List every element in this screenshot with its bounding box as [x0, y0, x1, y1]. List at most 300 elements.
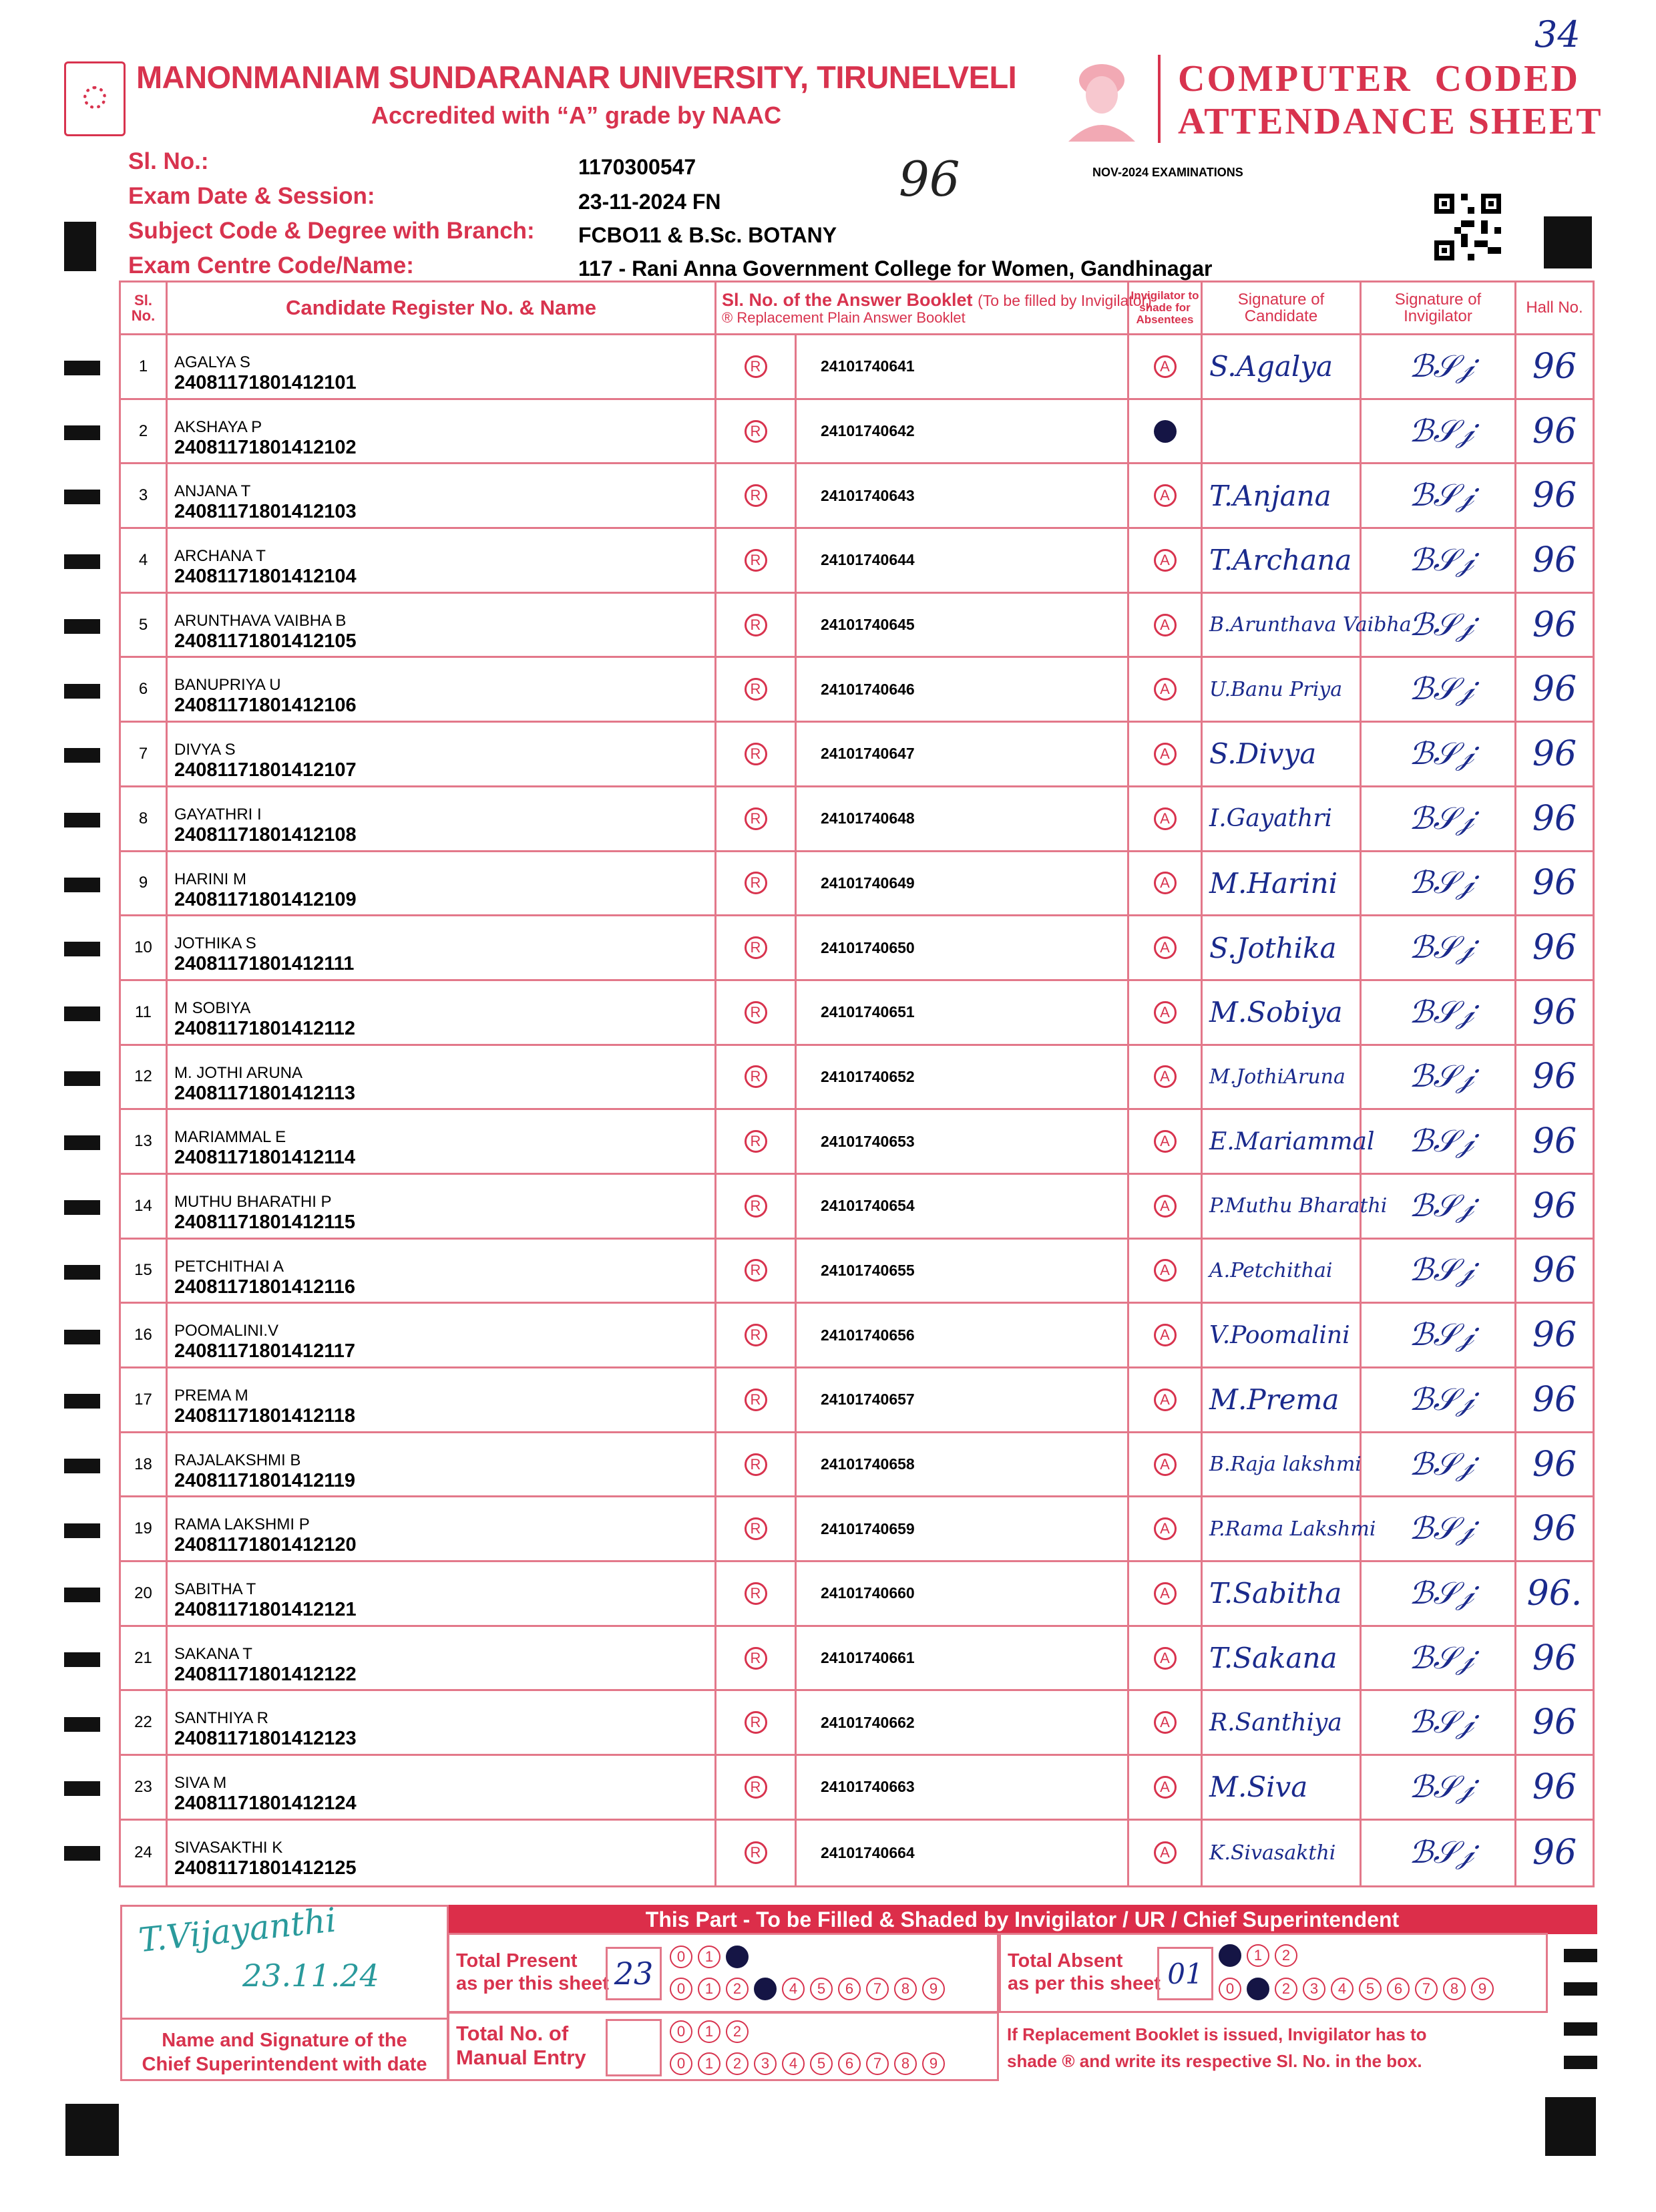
replacement-bubble[interactable]: R [745, 420, 767, 443]
register-number: 24081171801412122 [174, 1663, 357, 1685]
invigilator-signature: ℬ𝒮𝒿 [1362, 916, 1516, 979]
timing-mark [64, 1846, 100, 1861]
chief-date: 23.11.24 [242, 1958, 379, 1994]
replacement-bubble[interactable]: R [745, 1195, 767, 1218]
timing-mark [64, 1588, 100, 1602]
replacement-bubble-cell[interactable] [716, 1433, 797, 1496]
row-sl: 13 [121, 1110, 168, 1173]
candidate-name: MUTHU BHARATHI P [174, 1192, 332, 1211]
replacement-bubble-cell[interactable] [716, 1627, 797, 1690]
invigilator-signature: ℬ𝒮𝒿 [1362, 1497, 1516, 1560]
candidate-signature: P.Rama Lakshmi [1203, 1497, 1362, 1560]
absentee-bubble-cell[interactable] [1129, 1821, 1203, 1885]
absentee-bubble-cell[interactable] [1129, 787, 1203, 850]
invigilator-signature: ℬ𝒮𝒿 [1362, 787, 1516, 850]
absentee-bubble-cell[interactable] [1129, 1240, 1203, 1302]
absentee-bubble-cell[interactable] [1129, 529, 1203, 592]
absentee-bubble-cell[interactable] [1129, 1562, 1203, 1625]
qr-code-icon [1434, 194, 1501, 260]
digit-bubble[interactable] [1247, 1978, 1269, 2000]
candidate-signature: M.Sobiya [1203, 981, 1362, 1044]
absent-tens-bubbles[interactable] [1219, 1944, 1303, 1967]
candidate-signature: M.Prema [1203, 1368, 1362, 1431]
table-row [121, 1110, 1593, 1175]
candidate-name: M. JOTHI ARUNA [174, 1063, 303, 1082]
absentee-bubble[interactable]: A [1154, 484, 1177, 507]
candidate-cell [168, 852, 716, 915]
header-divider [1158, 55, 1161, 143]
present-tens-bubbles[interactable] [670, 1946, 754, 1968]
absentee-bubble[interactable]: A [1154, 1259, 1177, 1282]
candidate-name: MARIAMMAL E [174, 1128, 286, 1147]
timing-mark [64, 1781, 100, 1796]
replacement-bubble[interactable]: R [745, 355, 767, 378]
candidate-cell [168, 1304, 716, 1366]
timing-mark [64, 1265, 100, 1280]
absentee-bubble-cell[interactable] [1129, 916, 1203, 979]
digit-bubble[interactable]: 8 [894, 2052, 917, 2075]
absentee-bubble[interactable]: A [1154, 549, 1177, 572]
replacement-bubble-cell[interactable] [716, 594, 797, 657]
candidate-cell [168, 723, 716, 785]
candidate-name: ARUNTHAVA VAIBHA B [174, 611, 347, 630]
digit-bubble[interactable]: 0 [1219, 1978, 1241, 2000]
hall-number: 96 [1532, 1250, 1577, 1291]
digit-bubble[interactable]: 5 [1359, 1978, 1382, 2000]
row-sl: 20 [121, 1562, 168, 1625]
absentee-bubble[interactable]: A [1154, 743, 1177, 765]
digit-bubble[interactable] [754, 1978, 777, 2000]
answer-booklet-number: 24101740646 [797, 658, 1129, 721]
replacement-bubble-cell[interactable] [716, 335, 797, 398]
digit-bubble[interactable] [726, 1946, 749, 1968]
hall-number: 96 [1532, 992, 1577, 1033]
absentee-bubble-cell[interactable] [1129, 1304, 1203, 1366]
table-row [121, 787, 1593, 852]
digit-bubble[interactable]: 1 [698, 1978, 720, 2000]
answer-booklet-number: 24101740657 [797, 1368, 1129, 1431]
sheet-title: COMPUTER CODED ATTENDANCE SHEET [1178, 58, 1603, 142]
hall-number: 96 [1532, 1315, 1577, 1356]
absentee-bubble[interactable]: A [1154, 936, 1177, 959]
digit-bubble[interactable]: 4 [1331, 1978, 1354, 2000]
digit-bubble[interactable]: 2 [726, 2020, 749, 2043]
candidate-name: M SOBIYA [174, 998, 251, 1017]
invigilator-signature: ℬ𝒮𝒿 [1362, 1627, 1516, 1690]
hall-number: 96 [1532, 540, 1577, 580]
replacement-bubble-cell[interactable] [716, 1046, 797, 1109]
invigilator-signature: ℬ𝒮𝒿 [1362, 723, 1516, 785]
row-sl: 1 [121, 335, 168, 398]
invigilator-signature: ℬ𝒮𝒿 [1362, 1368, 1516, 1431]
timing-mark [1564, 1982, 1597, 1996]
candidate-name: SIVASAKTHI K [174, 1838, 283, 1857]
table-row [121, 594, 1593, 659]
candidate-cell [168, 1240, 716, 1302]
digit-bubble[interactable]: 9 [922, 2052, 945, 2075]
absentee-bubble-filled[interactable] [1154, 420, 1177, 443]
digit-bubble[interactable]: 1 [698, 2020, 720, 2043]
candidate-cell [168, 464, 716, 527]
candidate-name: PREMA M [174, 1387, 248, 1405]
digit-bubble[interactable]: 5 [810, 1978, 833, 2000]
digit-bubble[interactable]: 2 [726, 1978, 749, 2000]
absent-units-bubbles[interactable] [1219, 1978, 1499, 2000]
digit-bubble[interactable]: 7 [866, 2052, 889, 2075]
invigilator-signature: ℬ𝒮𝒿 [1362, 1562, 1516, 1625]
absentee-bubble[interactable]: A [1154, 1517, 1177, 1540]
row-sl: 9 [121, 852, 168, 915]
table-row [121, 335, 1593, 400]
invigilator-signature: ℬ𝒮𝒿 [1362, 1691, 1516, 1754]
answer-booklet-number: 24101740661 [797, 1627, 1129, 1690]
col-sl: Sl. No. [121, 283, 168, 333]
register-number: 24081171801412103 [174, 501, 357, 523]
replacement-bubble-cell[interactable] [716, 852, 797, 915]
replacement-bubble-cell[interactable] [716, 658, 797, 721]
manual-units-bubbles[interactable] [670, 2052, 950, 2075]
absentee-bubble-cell[interactable] [1129, 1691, 1203, 1754]
digit-bubble[interactable]: 3 [1303, 1978, 1325, 2000]
candidate-signature: K.Sivasakthi [1203, 1821, 1362, 1885]
replacement-bubble[interactable]: R [745, 1389, 767, 1411]
digit-bubble[interactable]: 0 [670, 2020, 692, 2043]
replacement-bubble-cell[interactable] [716, 529, 797, 592]
digit-bubble[interactable]: 2 [1275, 1944, 1297, 1967]
replacement-bubble[interactable]: R [745, 1711, 767, 1734]
replacement-bubble-cell[interactable] [716, 1304, 797, 1366]
candidate-cell [168, 1821, 716, 1885]
row-sl: 23 [121, 1756, 168, 1819]
replacement-bubble[interactable]: R [745, 1130, 767, 1153]
answer-booklet-number: 24101740642 [797, 400, 1129, 463]
sl-no-value: 1170300547 [578, 155, 696, 179]
invigilator-signature: ℬ𝒮𝒿 [1362, 1240, 1516, 1302]
hall-number: 96 [1532, 1379, 1577, 1420]
absentee-bubble-cell[interactable] [1129, 1368, 1203, 1431]
candidate-name: ANJANA T [174, 482, 251, 501]
absentee-bubble-cell[interactable] [1129, 400, 1203, 463]
timing-mark [64, 1459, 100, 1473]
row-sl: 5 [121, 594, 168, 657]
replacement-bubble[interactable]: R [745, 1453, 767, 1476]
hall-number: 96 [1532, 863, 1577, 904]
register-number: 24081171801412106 [174, 695, 357, 717]
timing-mark [64, 425, 100, 440]
replacement-bubble-cell[interactable] [716, 1497, 797, 1560]
candidate-signature: P.Muthu Bharathi [1203, 1175, 1362, 1238]
row-sl: 17 [121, 1368, 168, 1431]
hall-handwritten: 96 [899, 151, 960, 207]
row-sl: 3 [121, 464, 168, 527]
replacement-bubble-cell[interactable] [716, 1110, 797, 1173]
register-number: 24081171801412102 [174, 436, 357, 458]
absentee-bubble-cell[interactable] [1129, 852, 1203, 915]
absentee-bubble[interactable]: A [1154, 1582, 1177, 1605]
row-sl: 18 [121, 1433, 168, 1496]
answer-booklet-number: 24101740644 [797, 529, 1129, 592]
row-sl: 24 [121, 1821, 168, 1885]
col-booklet: Sl. No. of the Answer Booklet (To be filled by Invigilator) ® Replacement Plain Answer Booklet [716, 283, 1129, 333]
candidate-signature [1203, 400, 1362, 463]
hall-number: 96. [1526, 1573, 1583, 1614]
register-number: 24081171801412114 [174, 1147, 355, 1169]
row-sl: 21 [121, 1627, 168, 1690]
chief-label: Name and Signature of the Chief Superintendent with date [142, 2030, 427, 2075]
absentee-bubble[interactable]: A [1154, 1453, 1177, 1476]
col-invigilator-signature: Signature of Invigilator [1362, 283, 1516, 333]
replacement-bubble[interactable]: R [745, 1324, 767, 1346]
digit-bubble[interactable]: 1 [698, 2052, 720, 2075]
invigilator-signature: ℬ𝒮𝒿 [1362, 852, 1516, 915]
replacement-bubble[interactable]: R [745, 936, 767, 959]
absentee-bubble[interactable]: A [1154, 1647, 1177, 1670]
register-number: 24081171801412111 [174, 953, 355, 975]
answer-booklet-number: 24101740662 [797, 1691, 1129, 1754]
table-row [121, 1562, 1593, 1627]
absentee-bubble-cell[interactable] [1129, 594, 1203, 657]
answer-booklet-number: 24101740660 [797, 1562, 1129, 1625]
replacement-bubble[interactable]: R [745, 1841, 767, 1864]
table-header [121, 283, 1593, 335]
replacement-bubble[interactable]: R [745, 1582, 767, 1605]
total-present-box [447, 1933, 999, 2013]
table-row [121, 1627, 1593, 1692]
register-number: 24081171801412112 [174, 1017, 355, 1039]
register-number: 24081171801412119 [174, 1469, 355, 1491]
hall-number: 96 [1532, 1057, 1577, 1097]
absentee-bubble-cell[interactable] [1129, 1497, 1203, 1560]
digit-bubble[interactable]: 7 [866, 1978, 889, 2000]
university-name: MANONMANIAM SUNDARANAR UNIVERSITY, TIRUNELVELI [136, 59, 1017, 95]
sl-no-label: Sl. No.: [128, 148, 209, 174]
replacement-bubble-cell[interactable] [716, 787, 797, 850]
replacement-bubble-cell[interactable] [716, 1562, 797, 1625]
absentee-bubble[interactable]: A [1154, 1195, 1177, 1218]
digit-bubble[interactable]: 1 [698, 1946, 720, 1968]
absentee-bubble[interactable]: A [1154, 1389, 1177, 1411]
digit-bubble[interactable]: 9 [1471, 1978, 1494, 2000]
replacement-bubble[interactable]: R [745, 678, 767, 701]
hall-number: 96 [1532, 1702, 1577, 1743]
digit-bubble[interactable]: 0 [670, 1946, 692, 1968]
candidate-signature: B.Raja lakshmi [1203, 1433, 1362, 1496]
absentee-bubble[interactable]: A [1154, 355, 1177, 378]
invigilator-signature: ℬ𝒮𝒿 [1362, 335, 1516, 398]
timing-mark [64, 1394, 100, 1409]
table-row [121, 1046, 1593, 1111]
hall-number: 96 [1532, 733, 1577, 774]
answer-booklet-number: 24101740648 [797, 787, 1129, 850]
answer-booklet-number: 24101740647 [797, 723, 1129, 785]
replacement-bubble-cell[interactable] [716, 1240, 797, 1302]
row-sl: 2 [121, 400, 168, 463]
timing-mark [64, 942, 100, 956]
row-sl: 12 [121, 1046, 168, 1109]
candidate-cell [168, 400, 716, 463]
absentee-bubble-cell[interactable] [1129, 1110, 1203, 1173]
hall-number: 96 [1532, 928, 1577, 968]
candidate-cell [168, 594, 716, 657]
register-number: 24081171801412120 [174, 1534, 357, 1556]
candidate-name: GAYATHRI I [174, 805, 262, 823]
absentee-bubble-cell[interactable] [1129, 981, 1203, 1044]
replacement-bubble-cell[interactable] [716, 1175, 797, 1238]
manual-entry-box [447, 2012, 999, 2081]
exam-centre-value: 117 - Rani Anna Government College for Women, Gandhinagar [578, 256, 1213, 281]
digit-bubble[interactable]: 4 [782, 1978, 805, 2000]
absentee-bubble[interactable]: A [1154, 1324, 1177, 1346]
replacement-bubble-cell[interactable] [716, 1368, 797, 1431]
digit-bubble[interactable]: 1 [1247, 1944, 1269, 1967]
digit-bubble[interactable]: 2 [726, 2052, 749, 2075]
timing-mark [64, 878, 100, 892]
manual-entry-value-box[interactable] [606, 2019, 662, 2076]
digit-bubble[interactable]: 0 [670, 1978, 692, 2000]
digit-bubble[interactable]: 0 [670, 2052, 692, 2075]
timing-mark [1564, 2022, 1597, 2036]
examinations-label: NOV-2024 EXAMINATIONS [1092, 166, 1243, 179]
digit-bubble[interactable]: 2 [1275, 1978, 1297, 2000]
timing-mark [64, 1071, 100, 1086]
absentee-bubble[interactable]: A [1154, 1065, 1177, 1088]
absentee-bubble[interactable]: A [1154, 872, 1177, 894]
digit-bubble[interactable]: 4 [782, 2052, 805, 2075]
table-row [121, 1240, 1593, 1304]
invigilator-signature: ℬ𝒮𝒿 [1362, 1110, 1516, 1173]
candidate-name: BANUPRIYA U [174, 676, 281, 695]
replacement-bubble-cell[interactable] [716, 464, 797, 527]
present-units-bubbles[interactable] [670, 1978, 950, 2000]
absentee-bubble[interactable]: A [1154, 1776, 1177, 1799]
replacement-bubble-cell[interactable] [716, 723, 797, 785]
answer-booklet-number: 24101740659 [797, 1497, 1129, 1560]
absentee-bubble-cell[interactable] [1129, 1046, 1203, 1109]
candidate-cell [168, 1627, 716, 1690]
timing-mark [1545, 2097, 1596, 2156]
absentee-bubble-cell[interactable] [1129, 464, 1203, 527]
replacement-bubble[interactable]: R [745, 872, 767, 894]
replacement-bubble-cell[interactable] [716, 981, 797, 1044]
replacement-bubble[interactable]: R [745, 1001, 767, 1024]
timing-mark [1544, 216, 1592, 268]
col-hall-no: Hall No. [1526, 299, 1583, 317]
invigilator-signature: ℬ𝒮𝒿 [1362, 1756, 1516, 1819]
replacement-bubble-cell[interactable] [716, 400, 797, 463]
hall-number: 96 [1532, 669, 1577, 710]
digit-bubble[interactable]: 6 [1387, 1978, 1410, 2000]
digit-bubble[interactable]: 8 [894, 1978, 917, 2000]
row-sl: 15 [121, 1240, 168, 1302]
table-row [121, 1691, 1593, 1756]
absentee-bubble-cell[interactable] [1129, 723, 1203, 785]
hall-number: 96 [1532, 798, 1577, 839]
absentee-bubble[interactable]: A [1154, 1001, 1177, 1024]
replacement-bubble[interactable]: R [745, 1647, 767, 1670]
replacement-bubble-cell[interactable] [716, 1756, 797, 1819]
row-sl: 22 [121, 1691, 168, 1754]
timing-mark [64, 813, 100, 827]
absentee-bubble[interactable]: A [1154, 1841, 1177, 1864]
digit-bubble[interactable]: 6 [838, 2052, 861, 2075]
timing-mark [1564, 1949, 1597, 1962]
absentee-bubble-cell[interactable] [1129, 658, 1203, 721]
row-sl: 11 [121, 981, 168, 1044]
timing-mark [64, 1523, 100, 1538]
candidate-signature: S.Divya [1203, 723, 1362, 785]
candidate-name: RAJALAKSHMI B [174, 1451, 301, 1469]
candidate-signature: I.Gayathri [1203, 787, 1362, 850]
replacement-bubble[interactable]: R [745, 1776, 767, 1799]
candidate-name: DIVYA S [174, 741, 236, 759]
replacement-bubble[interactable]: R [745, 807, 767, 830]
absentee-bubble-cell[interactable] [1129, 335, 1203, 398]
replacement-bubble-cell[interactable] [716, 1821, 797, 1885]
replacement-bubble[interactable]: R [745, 1259, 767, 1282]
digit-bubble[interactable] [1219, 1944, 1241, 1967]
candidate-cell [168, 1110, 716, 1173]
digit-bubble[interactable]: 9 [922, 1978, 945, 2000]
digit-bubble[interactable]: 5 [810, 2052, 833, 2075]
candidate-signature: V.Poomalini [1203, 1304, 1362, 1366]
absentee-bubble[interactable]: A [1154, 678, 1177, 701]
manual-tens-bubbles[interactable] [670, 2020, 754, 2043]
replacement-bubble[interactable]: R [745, 484, 767, 507]
replacement-bubble[interactable]: R [745, 743, 767, 765]
absentee-bubble[interactable]: A [1154, 1711, 1177, 1734]
table-row [121, 400, 1593, 465]
answer-booklet-number: 24101740649 [797, 852, 1129, 915]
replacement-bubble[interactable]: R [745, 549, 767, 572]
absentee-bubble[interactable]: A [1154, 1130, 1177, 1153]
digit-bubble[interactable]: 8 [1443, 1978, 1466, 2000]
digit-bubble[interactable]: 7 [1415, 1978, 1438, 2000]
candidate-cell [168, 529, 716, 592]
register-number: 24081171801412104 [174, 566, 357, 588]
register-number: 24081171801412117 [174, 1340, 355, 1362]
digit-bubble[interactable]: 3 [754, 2052, 777, 2075]
replacement-bubble[interactable]: R [745, 1065, 767, 1088]
absentee-bubble-cell[interactable] [1129, 1175, 1203, 1238]
invigilator-signature: ℬ𝒮𝒿 [1362, 981, 1516, 1044]
hall-number: 96 [1532, 346, 1577, 387]
timing-mark [64, 619, 100, 634]
replacement-bubble-cell[interactable] [716, 1691, 797, 1754]
absentee-bubble-cell[interactable] [1129, 1756, 1203, 1819]
hall-number: 96 [1532, 604, 1577, 645]
register-number: 24081171801412124 [174, 1793, 357, 1815]
candidate-cell [168, 787, 716, 850]
absentee-bubble-cell[interactable] [1129, 1627, 1203, 1690]
absentee-bubble[interactable]: A [1154, 614, 1177, 636]
answer-booklet-number: 24101740641 [797, 335, 1129, 398]
absentee-bubble[interactable]: A [1154, 807, 1177, 830]
digit-bubble[interactable]: 6 [838, 1978, 861, 2000]
replacement-bubble-cell[interactable] [716, 916, 797, 979]
candidate-signature: U.Banu Priya [1203, 658, 1362, 721]
replacement-bubble[interactable]: R [745, 1517, 767, 1540]
candidate-signature: T.Anjana [1203, 464, 1362, 527]
candidate-cell [168, 1368, 716, 1431]
row-sl: 19 [121, 1497, 168, 1560]
replacement-bubble[interactable]: R [745, 614, 767, 636]
invigilator-signature: ℬ𝒮𝒿 [1362, 529, 1516, 592]
invigilator-signature: ℬ𝒮𝒿 [1362, 1175, 1516, 1238]
answer-booklet-number: 24101740655 [797, 1240, 1129, 1302]
absentee-bubble-cell[interactable] [1129, 1433, 1203, 1496]
manual-entry-label: Total No. of Manual Entry [456, 2022, 586, 2069]
timing-mark [64, 554, 100, 569]
